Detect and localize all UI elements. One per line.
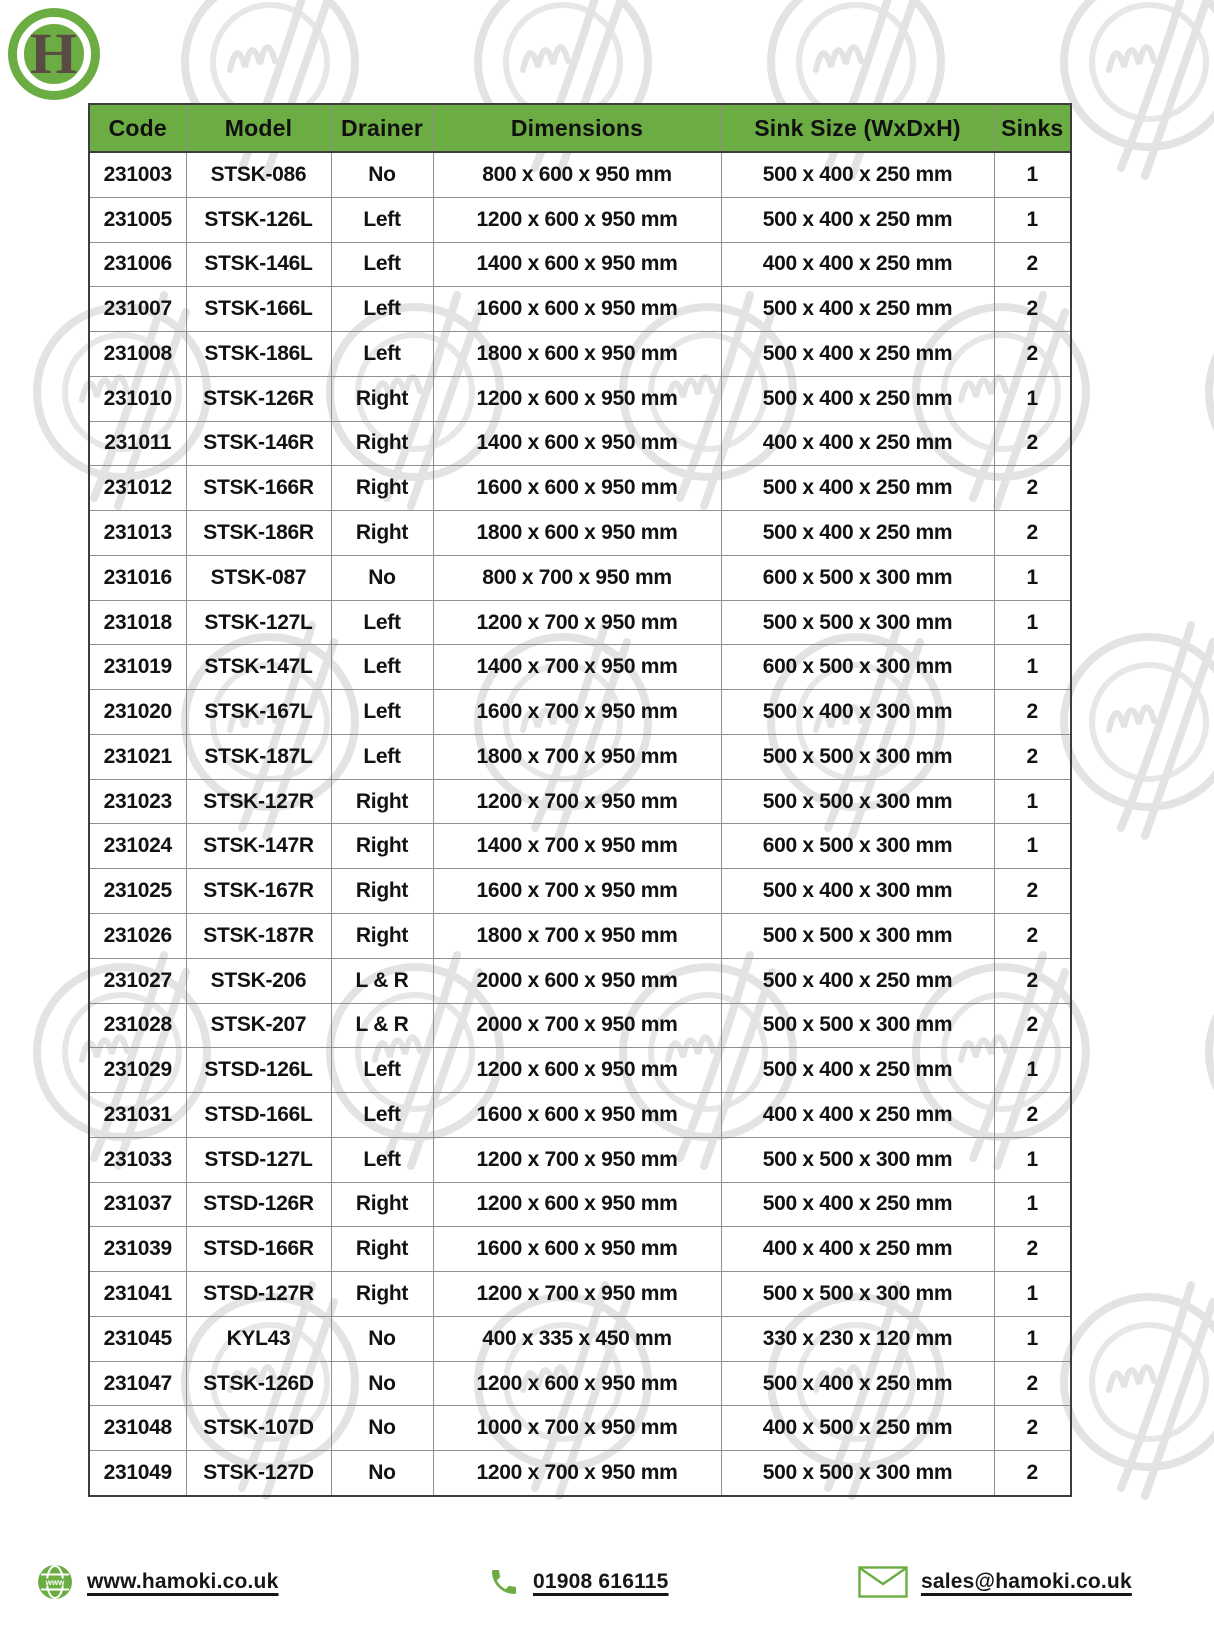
table-cell: 231021 (89, 734, 186, 779)
table-row (89, 332, 1071, 377)
table-cell: STSK-186R (186, 511, 331, 556)
h-monogram-icon: H (30, 21, 78, 86)
table-cell: 1 (994, 1182, 1071, 1227)
footer-website (36, 1553, 278, 1611)
phone-link[interactable]: 01908 616115 (533, 1570, 669, 1593)
envelope-icon (858, 1566, 908, 1598)
table-cell: KYL43 (186, 1316, 331, 1361)
globe-icon (36, 1563, 74, 1601)
table-cell: 800 x 700 x 950 mm (433, 555, 721, 600)
table-cell: 1600 x 600 x 950 mm (433, 1093, 721, 1138)
table-cell: 1400 x 700 x 950 mm (433, 824, 721, 869)
table-cell: STSD-166R (186, 1227, 331, 1272)
table-row (89, 376, 1071, 421)
table-cell: Left (331, 287, 433, 332)
table-cell: Left (331, 1093, 433, 1138)
table-row (89, 1182, 1071, 1227)
table-cell: Left (331, 242, 433, 287)
table-cell: 231012 (89, 466, 186, 511)
table-cell: Right (331, 869, 433, 914)
table-cell: 600 x 500 x 300 mm (721, 645, 994, 690)
table-cell: 231008 (89, 332, 186, 377)
phone-icon (488, 1566, 520, 1598)
table-cell: 1600 x 700 x 950 mm (433, 869, 721, 914)
table-row (89, 197, 1071, 242)
table-cell: 1600 x 600 x 950 mm (433, 466, 721, 511)
table-cell: 231013 (89, 511, 186, 556)
table-cell: Right (331, 511, 433, 556)
table-cell: 2 (994, 242, 1071, 287)
table-cell: L & R (331, 1003, 433, 1048)
table-cell: 231023 (89, 779, 186, 824)
table-cell: 231006 (89, 242, 186, 287)
table-cell: Right (331, 421, 433, 466)
table-cell: 1200 x 700 x 950 mm (433, 779, 721, 824)
table-row (89, 1272, 1071, 1317)
table-cell: 1800 x 600 x 950 mm (433, 332, 721, 377)
table-cell: 1 (994, 1272, 1071, 1317)
table-cell: 500 x 400 x 250 mm (721, 1048, 994, 1093)
product-table-container (88, 103, 1070, 1497)
table-cell: 1 (994, 1048, 1071, 1093)
table-cell: 1 (994, 376, 1071, 421)
table-cell: 400 x 400 x 250 mm (721, 1227, 994, 1272)
table-cell: 500 x 400 x 250 mm (721, 287, 994, 332)
table-cell: 2 (994, 914, 1071, 959)
table-cell: 500 x 400 x 250 mm (721, 197, 994, 242)
table-cell: 400 x 400 x 250 mm (721, 242, 994, 287)
table-cell: 500 x 400 x 250 mm (721, 152, 994, 197)
table-cell: 1600 x 600 x 950 mm (433, 1227, 721, 1272)
table-cell: 1 (994, 1316, 1071, 1361)
table-cell: STSK-087 (186, 555, 331, 600)
table-cell: Left (331, 332, 433, 377)
product-table (88, 103, 1072, 1497)
table-cell: 2 (994, 734, 1071, 779)
col-header-sinks: Sinks (994, 104, 1071, 152)
table-row (89, 958, 1071, 1003)
table-cell: 1200 x 600 x 950 mm (433, 1361, 721, 1406)
table-cell: 500 x 500 x 300 mm (721, 1137, 994, 1182)
table-cell: STSK-107D (186, 1406, 331, 1451)
svg-text:www: www (45, 1577, 65, 1587)
table-row (89, 645, 1071, 690)
table-cell: 2 (994, 1406, 1071, 1451)
table-cell: 500 x 400 x 250 mm (721, 332, 994, 377)
table-cell: 2 (994, 1227, 1071, 1272)
table-cell: 1200 x 700 x 950 mm (433, 1137, 721, 1182)
table-cell: STSK-127R (186, 779, 331, 824)
table-cell: STSK-147R (186, 824, 331, 869)
table-cell: 1200 x 600 x 950 mm (433, 197, 721, 242)
table-cell: 231047 (89, 1361, 186, 1406)
table-cell: 500 x 400 x 250 mm (721, 511, 994, 556)
table-cell: 500 x 500 x 300 mm (721, 1451, 994, 1496)
table-row (89, 1093, 1071, 1138)
col-header-code: Code (89, 104, 186, 152)
table-cell: STSK-127D (186, 1451, 331, 1496)
table-cell: 500 x 500 x 300 mm (721, 1272, 994, 1317)
table-cell: 231037 (89, 1182, 186, 1227)
table-row (89, 1361, 1071, 1406)
table-cell: 231003 (89, 152, 186, 197)
table-cell: 2 (994, 421, 1071, 466)
table-row (89, 690, 1071, 735)
table-cell: No (331, 1451, 433, 1496)
table-cell: No (331, 152, 433, 197)
table-cell: 1200 x 600 x 950 mm (433, 1182, 721, 1227)
table-cell: STSD-126R (186, 1182, 331, 1227)
table-row (89, 1451, 1071, 1496)
table-row (89, 1137, 1071, 1182)
table-row (89, 421, 1071, 466)
table-body (89, 152, 1071, 1496)
table-cell: Left (331, 600, 433, 645)
table-cell: 231011 (89, 421, 186, 466)
table-cell: STSK-166R (186, 466, 331, 511)
table-cell: 2 (994, 1361, 1071, 1406)
table-cell: 231024 (89, 824, 186, 869)
table-cell: 2 (994, 958, 1071, 1003)
table-row (89, 1316, 1071, 1361)
table-cell: STSD-166L (186, 1093, 331, 1138)
table-cell: Left (331, 645, 433, 690)
table-row (89, 914, 1071, 959)
table-cell: 330 x 230 x 120 mm (721, 1316, 994, 1361)
table-cell: STSK-146L (186, 242, 331, 287)
table-row (89, 1048, 1071, 1093)
table-cell: 500 x 500 x 300 mm (721, 600, 994, 645)
table-cell: 231026 (89, 914, 186, 959)
table-cell: 2 (994, 869, 1071, 914)
table-cell: Left (331, 1048, 433, 1093)
table-cell: STSK-207 (186, 1003, 331, 1048)
table-cell: 2 (994, 1093, 1071, 1138)
table-cell: 2 (994, 332, 1071, 377)
table-cell: 400 x 335 x 450 mm (433, 1316, 721, 1361)
col-header-drainer: Drainer (331, 104, 433, 152)
table-cell: 2 (994, 287, 1071, 332)
table-cell: 500 x 500 x 300 mm (721, 1003, 994, 1048)
table-cell: 231039 (89, 1227, 186, 1272)
table-row (89, 600, 1071, 645)
table-cell: 231041 (89, 1272, 186, 1317)
table-cell: 1 (994, 645, 1071, 690)
table-cell: STSK-166L (186, 287, 331, 332)
table-cell: 231029 (89, 1048, 186, 1093)
table-cell: STSD-127L (186, 1137, 331, 1182)
table-cell: Right (331, 466, 433, 511)
table-cell: Left (331, 1137, 433, 1182)
table-cell: 231007 (89, 287, 186, 332)
table-cell: 2 (994, 690, 1071, 735)
table-cell: 1 (994, 600, 1071, 645)
table-cell: Right (331, 914, 433, 959)
table-cell: 231045 (89, 1316, 186, 1361)
table-cell: 231005 (89, 197, 186, 242)
table-cell: 1 (994, 152, 1071, 197)
table-cell: STSK-126L (186, 197, 331, 242)
table-cell: Right (331, 779, 433, 824)
table-cell: 500 x 500 x 300 mm (721, 914, 994, 959)
table-cell: 1 (994, 824, 1071, 869)
table-header (89, 104, 1071, 152)
table-cell: 2 (994, 511, 1071, 556)
table-cell: 800 x 600 x 950 mm (433, 152, 721, 197)
table-row (89, 1227, 1071, 1272)
col-header-sink-size: Sink Size (WxDxH) (721, 104, 994, 152)
table-cell: Right (331, 1182, 433, 1227)
table-cell: 1 (994, 779, 1071, 824)
table-cell: 1200 x 600 x 950 mm (433, 376, 721, 421)
table-cell: Right (331, 376, 433, 421)
table-row (89, 152, 1071, 197)
table-cell: No (331, 1406, 433, 1451)
table-cell: 500 x 400 x 250 mm (721, 1182, 994, 1227)
table-cell: 1800 x 700 x 950 mm (433, 734, 721, 779)
table-cell: 1200 x 700 x 950 mm (433, 1272, 721, 1317)
table-cell: STSK-187R (186, 914, 331, 959)
table-cell: Left (331, 734, 433, 779)
table-cell: STSK-146R (186, 421, 331, 466)
table-cell: Right (331, 824, 433, 869)
table-cell: 1 (994, 1137, 1071, 1182)
table-cell: STSK-127L (186, 600, 331, 645)
table-cell: 1200 x 700 x 950 mm (433, 600, 721, 645)
table-cell: Left (331, 197, 433, 242)
table-cell: 231048 (89, 1406, 186, 1451)
table-cell: 500 x 400 x 300 mm (721, 869, 994, 914)
table-cell: Right (331, 1272, 433, 1317)
table-cell: 231016 (89, 555, 186, 600)
col-header-model: Model (186, 104, 331, 152)
table-cell: 1200 x 600 x 950 mm (433, 1048, 721, 1093)
table-cell: 500 x 400 x 250 mm (721, 376, 994, 421)
table-cell: 500 x 400 x 300 mm (721, 690, 994, 735)
table-cell: 1400 x 600 x 950 mm (433, 242, 721, 287)
table-cell: 500 x 500 x 300 mm (721, 779, 994, 824)
table-cell: STSK-167L (186, 690, 331, 735)
table-row (89, 555, 1071, 600)
hamoki-logo (8, 8, 100, 100)
table-row (89, 287, 1071, 332)
table-cell: No (331, 1361, 433, 1406)
footer-email (858, 1553, 1132, 1611)
website-link[interactable]: www.hamoki.co.uk (87, 1570, 279, 1593)
table-cell: STSK-147L (186, 645, 331, 690)
table-cell: 1 (994, 197, 1071, 242)
table-cell: STSK-206 (186, 958, 331, 1003)
table-cell: 1600 x 600 x 950 mm (433, 287, 721, 332)
table-row (89, 466, 1071, 511)
table-cell: 2000 x 600 x 950 mm (433, 958, 721, 1003)
table-row (89, 734, 1071, 779)
table-cell: No (331, 555, 433, 600)
table-row (89, 869, 1071, 914)
table-cell: 231028 (89, 1003, 186, 1048)
table-row (89, 242, 1071, 287)
table-cell: 231033 (89, 1137, 186, 1182)
table-cell: 1400 x 700 x 950 mm (433, 645, 721, 690)
table-cell: 1200 x 700 x 950 mm (433, 1451, 721, 1496)
table-cell: L & R (331, 958, 433, 1003)
table-row (89, 1003, 1071, 1048)
table-cell: 2 (994, 1451, 1071, 1496)
table-cell: 2 (994, 1003, 1071, 1048)
table-cell: 231049 (89, 1451, 186, 1496)
table-cell: 1000 x 700 x 950 mm (433, 1406, 721, 1451)
table-cell: 600 x 500 x 300 mm (721, 824, 994, 869)
table-cell: Left (331, 690, 433, 735)
table-cell: 231031 (89, 1093, 186, 1138)
table-row (89, 824, 1071, 869)
table-cell: 500 x 400 x 250 mm (721, 1361, 994, 1406)
table-cell: STSK-126R (186, 376, 331, 421)
email-link[interactable]: sales@hamoki.co.uk (921, 1570, 1132, 1593)
table-cell: STSK-186L (186, 332, 331, 377)
table-cell: STSK-187L (186, 734, 331, 779)
table-row (89, 1406, 1071, 1451)
table-cell: STSK-086 (186, 152, 331, 197)
table-cell: 400 x 500 x 250 mm (721, 1406, 994, 1451)
table-cell: 400 x 400 x 250 mm (721, 421, 994, 466)
table-cell: 1600 x 700 x 950 mm (433, 690, 721, 735)
table-cell: 600 x 500 x 300 mm (721, 555, 994, 600)
table-cell: 2000 x 700 x 950 mm (433, 1003, 721, 1048)
table-cell: 2 (994, 466, 1071, 511)
table-cell: 500 x 400 x 250 mm (721, 958, 994, 1003)
table-cell: Right (331, 1227, 433, 1272)
table-cell: 231010 (89, 376, 186, 421)
table-cell: STSK-126D (186, 1361, 331, 1406)
table-cell: 500 x 500 x 300 mm (721, 734, 994, 779)
table-cell: 1800 x 700 x 950 mm (433, 914, 721, 959)
table-cell: No (331, 1316, 433, 1361)
table-cell: 1 (994, 555, 1071, 600)
table-cell: STSD-127R (186, 1272, 331, 1317)
table-cell: 231018 (89, 600, 186, 645)
table-row (89, 511, 1071, 556)
table-cell: STSK-167R (186, 869, 331, 914)
footer-phone (488, 1553, 669, 1611)
col-header-dimensions: Dimensions (433, 104, 721, 152)
table-cell: 231020 (89, 690, 186, 735)
table-cell: STSD-126L (186, 1048, 331, 1093)
table-row (89, 779, 1071, 824)
table-cell: 400 x 400 x 250 mm (721, 1093, 994, 1138)
table-cell: 231027 (89, 958, 186, 1003)
table-cell: 231025 (89, 869, 186, 914)
table-cell: 1400 x 600 x 950 mm (433, 421, 721, 466)
table-cell: 231019 (89, 645, 186, 690)
table-cell: 1800 x 600 x 950 mm (433, 511, 721, 556)
table-cell: 500 x 400 x 250 mm (721, 466, 994, 511)
